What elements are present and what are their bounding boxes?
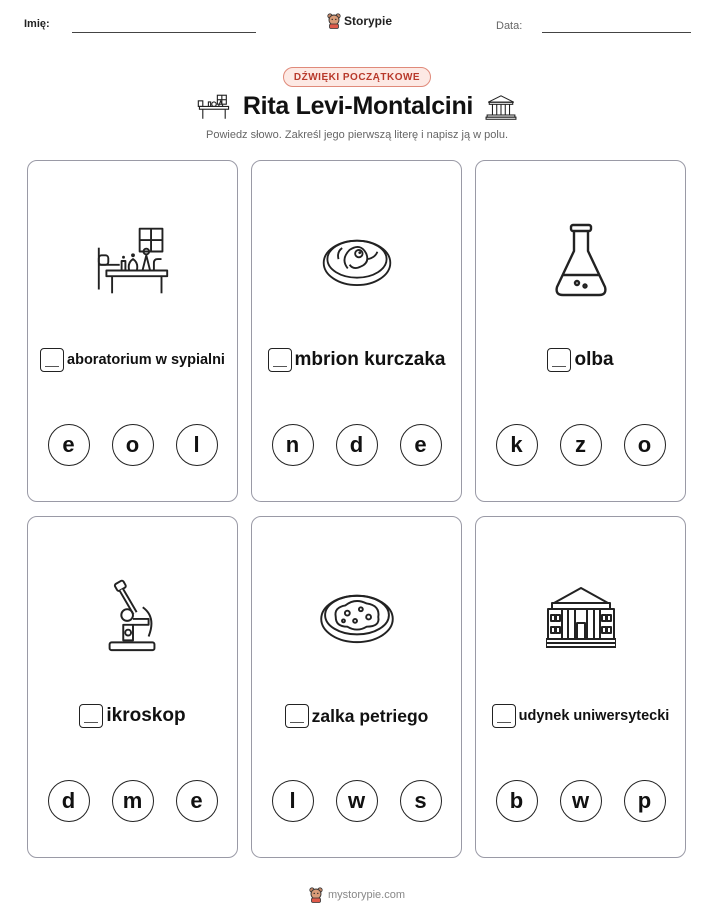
word-card-4	[27, 516, 238, 858]
answer-box[interactable]	[40, 348, 64, 372]
word-prompt	[28, 348, 237, 372]
word-prompt	[476, 704, 685, 728]
word-card-1	[27, 160, 238, 502]
letter-choice[interactable]: p	[624, 780, 666, 822]
name-label: Imię:	[24, 18, 50, 30]
letter-choice[interactable]: k	[496, 424, 538, 466]
title-row	[0, 92, 714, 121]
answer-box[interactable]	[285, 704, 309, 728]
word-card-5	[251, 516, 462, 858]
word-prompt	[476, 348, 685, 372]
category-badge: DŹWIĘKI POCZĄTKOWE	[283, 67, 431, 87]
microscope-icon	[103, 578, 163, 656]
chicken-embryo-icon	[320, 231, 394, 291]
letter-choice[interactable]: n	[272, 424, 314, 466]
letter-choice[interactable]: m	[112, 780, 154, 822]
word-card-6	[475, 516, 686, 858]
word-text: olba	[574, 349, 614, 370]
bear-icon	[327, 13, 341, 29]
letter-choice[interactable]: z	[560, 424, 602, 466]
letter-choices	[252, 780, 461, 822]
letter-choice[interactable]: w	[560, 780, 602, 822]
word-text: udynek uniwersytecki	[518, 708, 670, 724]
word-text: mbrion kurczaka	[294, 349, 446, 370]
bear-icon	[309, 887, 323, 903]
word-prompt	[252, 704, 461, 728]
word-text: aboratorium w sypialni	[67, 352, 225, 368]
letter-choices	[28, 424, 237, 466]
letter-choice[interactable]: w	[336, 780, 378, 822]
answer-box[interactable]	[79, 704, 103, 728]
footer	[0, 887, 714, 903]
letter-choices	[28, 780, 237, 822]
page-title: Rita Levi-Montalcini	[242, 92, 474, 120]
petri-dish-icon	[318, 588, 396, 646]
answer-box[interactable]	[547, 348, 571, 372]
answer-box[interactable]	[492, 704, 516, 728]
letter-choices	[252, 424, 461, 466]
date-label: Data:	[496, 20, 523, 32]
letter-choice[interactable]: b	[496, 780, 538, 822]
bedroom-lab-icon	[197, 93, 231, 121]
letter-choice[interactable]: o	[624, 424, 666, 466]
brand-logo	[327, 13, 392, 29]
word-card-2	[251, 160, 462, 502]
letter-choice[interactable]: e	[48, 424, 90, 466]
flask-icon	[553, 223, 609, 299]
letter-choice[interactable]: d	[336, 424, 378, 466]
answer-box[interactable]	[268, 348, 292, 372]
word-text: ikroskop	[106, 705, 186, 726]
letter-choices	[476, 780, 685, 822]
date-line[interactable]	[542, 32, 691, 33]
name-line[interactable]	[72, 32, 256, 33]
university-building-icon	[485, 93, 517, 121]
word-text: zalka petriego	[311, 705, 429, 726]
university-building-icon	[546, 585, 616, 649]
instructions: Powiedz słowo. Zakreśl jego pierwszą literę i napisz ją w polu.	[205, 129, 509, 141]
word-card-3	[475, 160, 686, 502]
letter-choice[interactable]: e	[400, 424, 442, 466]
letter-choice[interactable]: e	[176, 780, 218, 822]
brand-name: Storypie	[344, 14, 393, 28]
word-prompt	[28, 704, 237, 728]
letter-choice[interactable]: l	[272, 780, 314, 822]
footer-url[interactable]: mystorypie.com	[327, 889, 406, 901]
letter-choice[interactable]: l	[176, 424, 218, 466]
letter-choice[interactable]: d	[48, 780, 90, 822]
word-prompt	[252, 348, 461, 372]
letter-choice[interactable]: s	[400, 780, 442, 822]
bedroom-lab-icon	[95, 223, 171, 299]
letter-choices	[476, 424, 685, 466]
letter-choice[interactable]: o	[112, 424, 154, 466]
